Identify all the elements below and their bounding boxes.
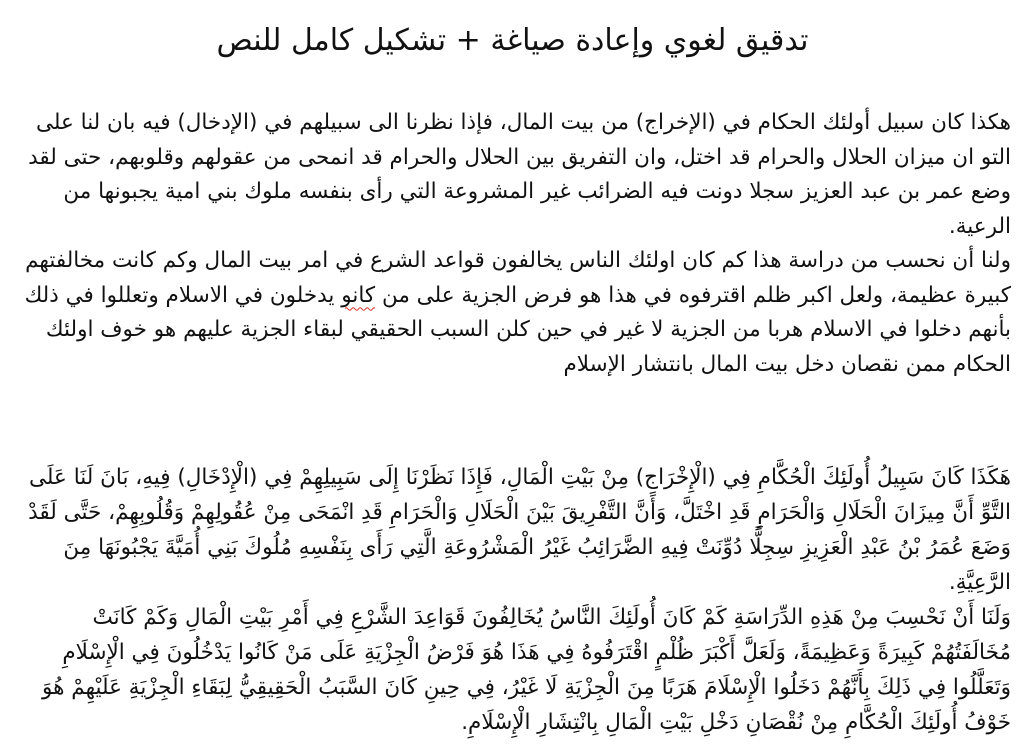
- original-paragraph-1: هكذا كان سبيل أولئك الحكام في (الإخراج) من بيت المال، فإذا نظرنا الى سبيلهم في (الإدخال) فيه بان لنا على التو ان ميزان الحلال والحرام قد اختل، وان التفريق بين الحلال والحرام قد انمحى من عقولهم وقلوبهم، حتى لقد وضع عمر بن عبد العزيز سجلا دونت فيه الضرائب غير المشروعة التي رأى بنفسه ملوك بني امية يجبونها من الرعية.: [28, 110, 1011, 239]
- misspelled-word[interactable]: كانو: [341, 282, 376, 308]
- voweled-paragraph-1: هَكَذَا كَانَ سَبِيلُ أُولَئِكَ الْحُكَّامِ فِي (الْإِخْرَاجِ) مِنْ بَيْتِ الْمَالِ، فَإِذَا نَظَرْنَا إِلَى سَبِيلِهِمْ فِي (الْإِدْخَالِ) فِيهِ، بَانَ لَنَا عَلَى التَّوِّ أَنَّ مِيزَانَ الْحَلَالِ وَالْحَرَامِ قَدِ اخْتَلَّ، وَأَنَّ التَّفْرِيقَ بَيْنَ الْحَلَالِ وَالْحَرَامِ قَدِ انْمَحَى مِنْ عُقُولِهِمْ وَقُلُوبِهِمْ، حَتَّى لَقَدْ وَضَعَ عُمَرُ بْنُ عَبْدِ الْعَزِيزِ سِجِلًّا دُوِّنَتْ فِيهِ الضَّرَائِبُ غَيْرُ الْمَشْرُوعَةِ الَّتِي رَأَى بِنَفْسِهِ مُلُوكَ بَنِي أُمَيَّةَ يَجْبُونَهَا مِنَ الرَّعِيَّةِ.: [28, 465, 1011, 595]
- page-title: تدقيق لغوي وإعادة صياغة + تشكيل كامل للنص: [216, 23, 809, 58]
- original-paragraph-2: [16, 244, 1011, 382]
- original-text-block: [16, 106, 1011, 382]
- voweled-paragraph-2: وَلَنَا أَنْ نَحْسِبَ مِنْ هَذِهِ الدِّرَاسَةِ كَمْ كَانَ أُولَئِكَ النَّاسُ يُخَالِفُونَ قَوَاعِدَ الشَّرْعِ فِي أَمْرِ بَيْتِ الْمَالِ وَكَمْ كَانَتْ مُخَالَفَتُهُمْ كَبِيرَةً وَعَظِيمَةً، وَلَعَلَّ أَكْبَرَ ظُلْمٍ اقْتَرَفُوهُ فِي هَذَا هُوَ فَرْضُ الْجِزْيَةِ عَلَى مَنْ كَانُوا يَدْخُلُونَ فِي الْإِسْلَامِ وَتَعَلَّلُوا فِي ذَلِكَ بِأَنَّهُمْ دَخَلُوا الْإِسْلَامَ هَرَبًا مِنَ الْجِزْيَةِ لَا غَيْرُ، فِي حِينِ كَانَ السَّبَبُ الْحَقِيقِيُّ لِبَقَاءِ الْجِزْيَةِ عَلَيْهِمْ هُوَ خَوْفُ أُولَئِكَ الْحُكَّامِ مِنْ نُقْصَانِ دَخْلِ بَيْتِ الْمَالِ بِانْتِشَارِ الْإِسْلَامِ.: [42, 605, 1011, 735]
- voweled-text-block: [16, 460, 1011, 740]
- original-paragraph-2-end: يدخلون في الاسلام وتعللوا في ذلك بأنهم دخلوا في الاسلام هربا من الجزية لا غير في حين كلن السبب الحقيقي لبقاء الجزية عليهم هو خوف اولئك الحكام ممن نقصان دخل بيت المال بانتشار الإسلام: [24, 282, 1011, 377]
- original-paragraph-2-start: ولنا أن نحسب من دراسة هذا كم كان اولئك الناس يخالفون قواعد الشرع في امر بيت المال وكم كانت مخالفتهم كبيرة عظيمة، ولعل اكبر ظلم اقترفوه في هذا هو فرض الجزية على من: [25, 248, 1011, 308]
